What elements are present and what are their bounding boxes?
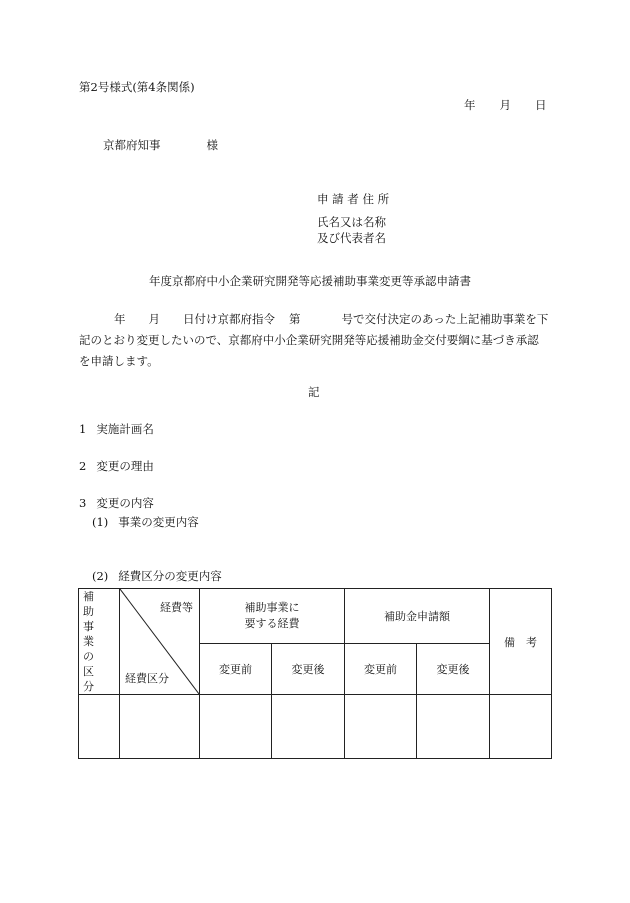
date-year: 年 — [464, 98, 476, 112]
table-row-header — [79, 589, 120, 695]
body-line-3: を申請します。 — [79, 354, 159, 368]
table-cell — [79, 695, 120, 759]
item-2 — [79, 460, 154, 474]
item-3-number: 3 — [79, 496, 87, 510]
applicant-name-label: 氏名又は名称 — [317, 215, 386, 229]
diagonal-header-cell — [120, 589, 200, 695]
date-month: 月 — [499, 98, 511, 112]
row-header-line-3: の 区 — [83, 650, 98, 678]
body-decision: 号で交付決定のあった上記補助事業を下 — [341, 312, 549, 326]
date-day: 日 — [535, 98, 547, 112]
document-title: 年度京都府中小企業研究開発等応援補助事業変更等承認申請書 — [149, 274, 471, 288]
item-1 — [79, 423, 154, 437]
sub-item-1-number: (1) — [92, 515, 109, 529]
item-3 — [79, 497, 154, 511]
body-number-prefix: 第 — [289, 312, 301, 326]
sub-item-2-label: 経費区分の変更内容 — [118, 569, 222, 583]
table-cell — [490, 695, 552, 759]
row-header-line-2: 事 業 — [83, 620, 98, 648]
table-cell — [345, 695, 417, 759]
item-1-label: 実施計画名 — [96, 422, 154, 436]
col-before-1: 変更前 — [200, 643, 272, 694]
sub-item-2-number: (2) — [92, 569, 109, 583]
item-2-label: 変更の理由 — [96, 459, 154, 473]
body-line-1 — [79, 309, 551, 330]
table-cell — [417, 695, 490, 759]
applicant-representative-label: 及び代表者名 — [317, 231, 386, 245]
col-before-2: 変更前 — [345, 643, 417, 694]
remarks-header: 備 考 — [490, 589, 552, 695]
group1-header-line-1: 補助事業に — [244, 600, 300, 614]
addressee-honorific: 様 — [206, 138, 218, 152]
diag-bottom-label: 経費区分 — [125, 672, 169, 685]
body-year: 年 — [114, 312, 126, 326]
body-month: 月 — [148, 312, 160, 326]
row-header-line-1: 補 助 — [83, 590, 98, 618]
body-paragraph — [79, 309, 551, 372]
table-cell — [120, 695, 200, 759]
item-3-label: 変更の内容 — [96, 496, 154, 510]
item-2-number: 2 — [79, 459, 87, 473]
group1-header — [200, 589, 345, 644]
addressee — [103, 139, 218, 153]
body-directive: 日付け京都府指令 — [183, 312, 275, 326]
form-number: 第2号様式(第4条関係) — [79, 80, 195, 94]
table-row — [79, 695, 552, 759]
date-line — [464, 99, 547, 113]
col-after-1: 変更後 — [272, 643, 345, 694]
group1-header-line-2: 要する経費 — [244, 616, 300, 630]
table-cell — [272, 695, 345, 759]
table-cell — [200, 695, 272, 759]
sub-item-1 — [92, 516, 199, 530]
sub-item-2 — [92, 570, 222, 584]
body-line-2: 記のとおり変更したいので、京都府中小企業研究開発等応援補助金交付要綱に基づき承認 — [79, 333, 539, 347]
applicant-address-label: 申 請 者 住 所 — [317, 192, 390, 206]
ki-heading: 記 — [308, 385, 320, 399]
col-after-2: 変更後 — [417, 643, 490, 694]
row-header-line-4: 分 — [83, 680, 98, 693]
addressee-name: 京都府知事 — [103, 138, 161, 152]
expense-change-table — [78, 588, 552, 759]
sub-item-1-label: 事業の変更内容 — [118, 515, 199, 529]
diag-top-label: 経費等 — [160, 601, 193, 614]
item-1-number: 1 — [79, 422, 87, 436]
group2-header: 補助金申請額 — [345, 589, 490, 644]
